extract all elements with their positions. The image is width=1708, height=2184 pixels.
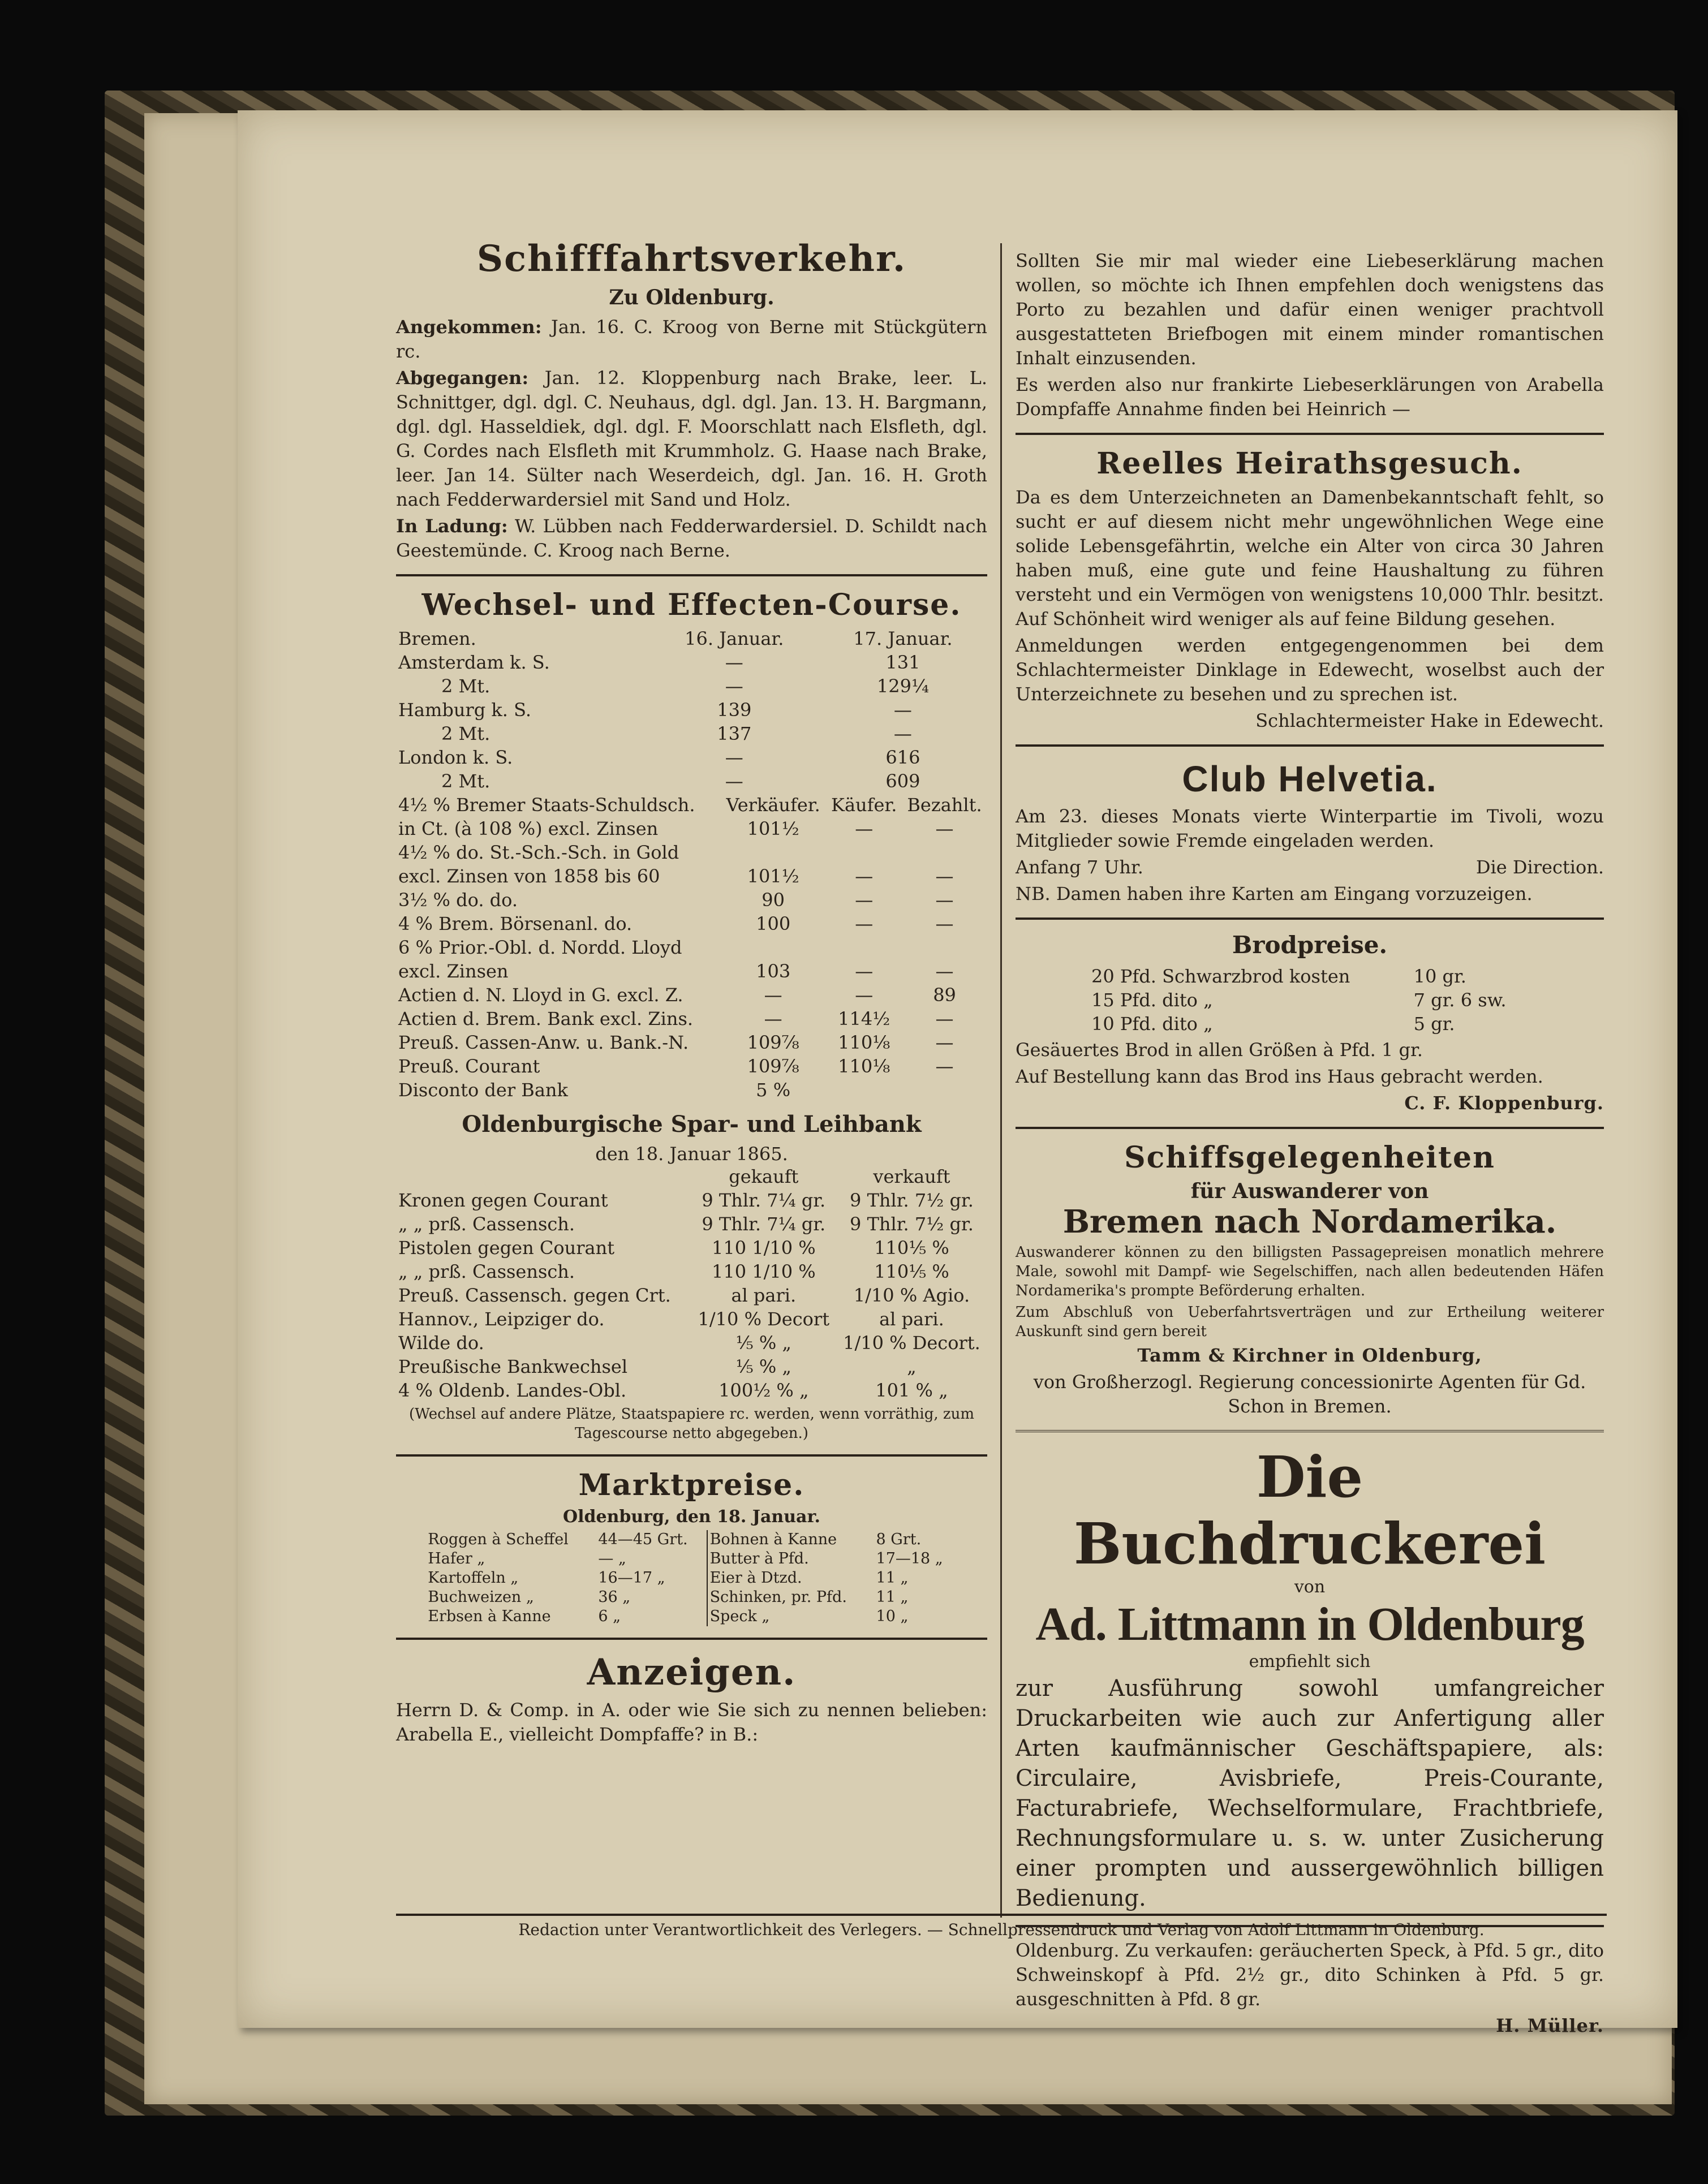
table-row: „ „ prß. Cassensch. 9 Thlr. 7¼ gr. 9 Thlr. 7½ gr. (398, 1213, 974, 1235)
sparbank-table (396, 1165, 987, 1402)
brod-line1: Gesäuertes Brod in allen Größen à Pfd. 1 gr. (1016, 1039, 1423, 1061)
heirat-sig: Schlachtermeister Hake in Edewecht. (1255, 710, 1604, 731)
club-anfang: Anfang 7 Uhr. Die Direction. (1016, 856, 1604, 878)
table-row: Disconto der Bank 5 % (398, 1079, 791, 1101)
table-row: Roggen à Scheffel 44—45 Grt. Bohnen à Kanne 8 Grt. (428, 1531, 922, 1548)
table-row: Pistolen gegen Courant 110 1/10 % 110⅕ % (398, 1237, 949, 1259)
table-row: „ „ prß. Cassensch. 110 1/10 % 110⅕ % (398, 1261, 949, 1282)
schiff-sub: Zu Oldenburg. (609, 286, 775, 309)
heirat-text2: Anmeldungen werden entgegengenommen bei dem Schlachtermeister Dinklage in Edewecht, woselbst auch der Unterzeichnete zu besehen und zu sprechen ist. (1016, 635, 1604, 705)
table-row: Wilde do. ⅕ % „ 1/10 % Decort. (398, 1332, 980, 1354)
table-row: 2 Mt. — 609 (441, 770, 920, 792)
rule (1016, 917, 1604, 920)
anzeigen-title: Anzeigen. (587, 1651, 797, 1694)
brod-sig: C. F. Kloppenburg. (1404, 1092, 1604, 1114)
wechsel-table (396, 627, 987, 793)
schiffsgel-title: Schiffsgelegenheiten (1124, 1140, 1495, 1175)
rule (1016, 744, 1604, 747)
table-row: 4 % Brem. Börsenanl. do. 100 — — (398, 913, 954, 934)
schiffsgel-text2: Zum Abschluß von Ueberfahrtsverträgen und zur Ertheilung weiterer Auskunft sind gern bereit (1016, 1304, 1604, 1340)
table-row: Kronen gegen Courant 9 Thlr. 7¼ gr. 9 Thlr. 7½ gr. (398, 1190, 974, 1211)
table-row: 4½ % do. St.-Sch.-Sch. in Gold (398, 842, 679, 863)
table-row: 2 Mt. 137 — (441, 723, 912, 744)
table-row: Preuß. Courant 109⅞ 110⅛ — (398, 1056, 954, 1077)
heirat-text: Da es dem Unterzeichneten an Damenbekanntschaft fehlt, so sucht er auf diesem nicht mehr ungewöhnlichen Wege eine solide Lebensgefährtin, welche ein Alter von circa 30 Jahren haben muß, eine gute und feine Haushaltung zu führen versteht und ein Vermögen von wenigstens 10,000 Thlr. besitzt. Auf Schönheit wird weniger als auf feine Bildung gesehen. (1016, 486, 1604, 630)
schiffsgel-sig: Tamm & Kirchner in Oldenburg, (1137, 1345, 1482, 1366)
table-row: Bremen. 16. Januar. 17. Januar. (398, 628, 953, 649)
rule (1016, 433, 1604, 435)
schiff-angekommen: Angekommen: Jan. 16. C. Kroog von Berne mit Stückgütern rc. (396, 316, 987, 362)
table-row: Hannov., Leipziger do. 1/10 % Decort al pari. (398, 1308, 944, 1330)
footer-rule (396, 1914, 1607, 1916)
rule (1016, 1127, 1604, 1129)
brod-line2: Auf Bestellung kann das Brod ins Haus gebracht werden. (1016, 1066, 1543, 1087)
speck-text: Oldenburg. Zu verkaufen: geräucherten Speck, à Pfd. 5 gr., dito Schweinskopf à Pfd. 2½ gr., dito Schinken à Pfd. 5 gr. ausgeschnitten à Pfd. 8 gr. (1016, 1940, 1604, 2010)
club-text: Am 23. dieses Monats vierte Winterpartie im Tivoli, wozu Mitglieder sowie Fremde eingeladen werden. (1016, 805, 1604, 851)
schiff-title: Schifffahrtsverkehr. (476, 238, 907, 280)
right-column (1016, 130, 1604, 2040)
table-row: 15 Pfd. dito „ 7 gr. 6 sw. (1091, 989, 1507, 1011)
table-row: Preuß. Cassen-Anw. u. Bank.-N. 109⅞ 110⅛ — (398, 1032, 954, 1053)
table-row: 3½ % do. do. 90 — — (398, 889, 954, 911)
rule (396, 1454, 987, 1457)
sparbank-title: Oldenburgische Spar- und Leihbank (462, 1111, 922, 1138)
druckerei-empf: empfiehlt sich (1249, 1652, 1371, 1672)
club-nb: NB. Damen haben ihre Karten am Eingang vorzuzeigen. (1016, 883, 1533, 904)
table-row: Preuß. Cassensch. gegen Crt. al pari. 1/10 % Agio. (398, 1285, 970, 1306)
table-row: Buchweizen „ 36 „ Schinken, pr. Pfd. 11 „ (428, 1588, 909, 1606)
markt-sub: Oldenburg, den 18. Januar. (562, 1507, 820, 1527)
speck-sig: H. Müller. (1496, 2015, 1604, 2036)
liebe-text2: Es werden also nur frankirte Liebeserklärungen von Arabella Dompfaffe Annahme finden bei Heinrich — (1016, 374, 1604, 420)
table-row: in Ct. (à 108 %) excl. Zinsen 101½ — — (398, 818, 954, 839)
rule (396, 1638, 987, 1640)
wechsel-title: Wechsel- und Effecten-Course. (421, 588, 962, 622)
table-row: Erbsen à Kanne 6 „ Speck „ 10 „ (428, 1608, 909, 1625)
table-row: excl. Zinsen 103 — — (398, 960, 954, 982)
table-row: Amsterdam k. S. — 131 (398, 652, 920, 673)
table-row: Kartoffeln „ 16—17 „ Eier à Dtzd. 11 „ (428, 1569, 909, 1587)
rule (396, 574, 987, 576)
schiffsgel-line1: für Auswanderer von (1190, 1179, 1429, 1203)
markt-title: Marktpreise. (578, 1468, 805, 1502)
left-column (396, 130, 987, 1749)
table-row: Actien d. N. Lloyd in G. excl. Z. — — 89 (398, 984, 956, 1006)
liebe-text: Sollten Sie mir mal wieder eine Liebeserklärung machen wollen, so möchte ich Ihnen empfehlen doch wenigstens das Porto zu bezahlen und dafür einen weniger prachtvoll ausgestatteten Briefbogen mit einem minder romantischen Inhalt einzusenden. (1016, 250, 1604, 369)
schiff-abgegangen: Abgegangen: Jan. 12. Kloppenburg nach Brake, leer. L. Schnittger, dgl. dgl. C. Neuhaus, dgl. dgl. Jan. 13. H. Bargmann, dgl. dgl. Hasseldiek, dgl. dgl. F. Moorschlatt nach Elsfleth, dgl. G. Cordes nach Elsfleth mit Krummholz. G. Haase nach Brake, leer. Jan 14. Sülter nach Weserdeich, dgl. Jan. 16. H. Groth nach Fedderwardersiel mit Sand und Holz. (396, 367, 988, 510)
table-row: Hafer „ — „ Butter à Pfd. 17—18 „ (428, 1550, 943, 1567)
table-row: 4 % Oldenb. Landes-Obl. 100½ % „ 101 % „ (398, 1380, 948, 1401)
table-row: London k. S. — 616 (398, 747, 920, 768)
table-row: gekauft verkauft (729, 1166, 950, 1187)
druckerei-title: Die Buchdruckerei (1073, 1444, 1546, 1577)
markt-table (425, 1530, 958, 1626)
brod-table (1089, 964, 1530, 1036)
sparbank-note: (Wechsel auf andere Plätze, Staatspapiere rc. werden, wenn vorräthig, zum Tagescourse netto abgegeben.) (408, 1406, 974, 1442)
table-row: 4½ % Bremer Staats-Schuldsch. Verkäufer. Käufer. Bezahlt. (398, 794, 982, 816)
column-divider (1000, 243, 1002, 1918)
druckerei-text: zur Ausführung sowohl umfangreicher Druckarbeiten wie auch zur Anfertigung aller Arten kaufmännischer Geschäftspapiere, als: Circulaire, Avisbriefe, Preis-Courante, Facturabriefe, Wechselformulare, Frachtbriefe, Rechnungsformulare u. s. w. unter Zusicherung einer prompten und aussergewöhnlich billigen Bedienung. (1016, 1675, 1604, 1911)
table-row: excl. Zinsen von 1858 bis 60 101½ — — (398, 865, 954, 887)
rule (1016, 1430, 1604, 1432)
anzeigen-text: Herrn D. & Comp. in A. oder wie Sie sich zu nennen belieben: Arabella E., vielleicht Dompfaffe? in B.: (396, 1699, 987, 1745)
table-row: 2 Mt. — 129¼ (441, 675, 929, 697)
table-row: Hamburg k. S. 139 — (398, 699, 912, 721)
brod-title: Brodpreise. (1232, 931, 1388, 959)
druckerei-name: Ad. Littmann in Oldenburg (1035, 1598, 1584, 1651)
footer-imprint: Redaction unter Verantwortlichkeit des Verlegers. — Schnellpressendruck und Verlag von Adolf Littmann in Oldenburg. (518, 1920, 1485, 1939)
table-row: Preußische Bankwechsel ⅕ % „ „ (398, 1356, 917, 1377)
club-title: Club Helvetia. (1182, 759, 1438, 799)
table-row: 6 % Prior.-Obl. d. Nordd. Lloyd (398, 937, 682, 958)
heirat-title: Reelles Heirathsgesuch. (1096, 446, 1523, 481)
table-row: 20 Pfd. Schwarzbrod kosten 10 gr. (1091, 966, 1466, 987)
schiffsgel-sig2: von Großherzogl. Regierung concessionirte Agenten für Gd. Schon in Bremen. (1033, 1371, 1586, 1417)
schiff-ladung: In Ladung: W. Lübben nach Fedderwardersiel. D. Schildt nach Geestemünde. C. Kroog nach Berne. (396, 515, 988, 561)
druckerei-von: von (1294, 1577, 1326, 1597)
schiffsgel-line2: Bremen nach Nordamerika. (1062, 1203, 1557, 1240)
schiffsgel-text: Auswanderer können zu den billigsten Passagepreisen monatlich mehrere Male, sowohl mit Dampf- wie Segelschiffen, nach allen bedeutenden Häfen Nordamerika's prompte Beförderung erhalten. (1016, 1244, 1604, 1299)
table-row: 10 Pfd. dito „ 5 gr. (1091, 1013, 1455, 1035)
sparbank-date: den 18. Januar 1865. (595, 1143, 788, 1165)
effecten-table (396, 793, 987, 1102)
table-row: Actien d. Brem. Bank excl. Zins. — 114½ — (398, 1008, 954, 1029)
